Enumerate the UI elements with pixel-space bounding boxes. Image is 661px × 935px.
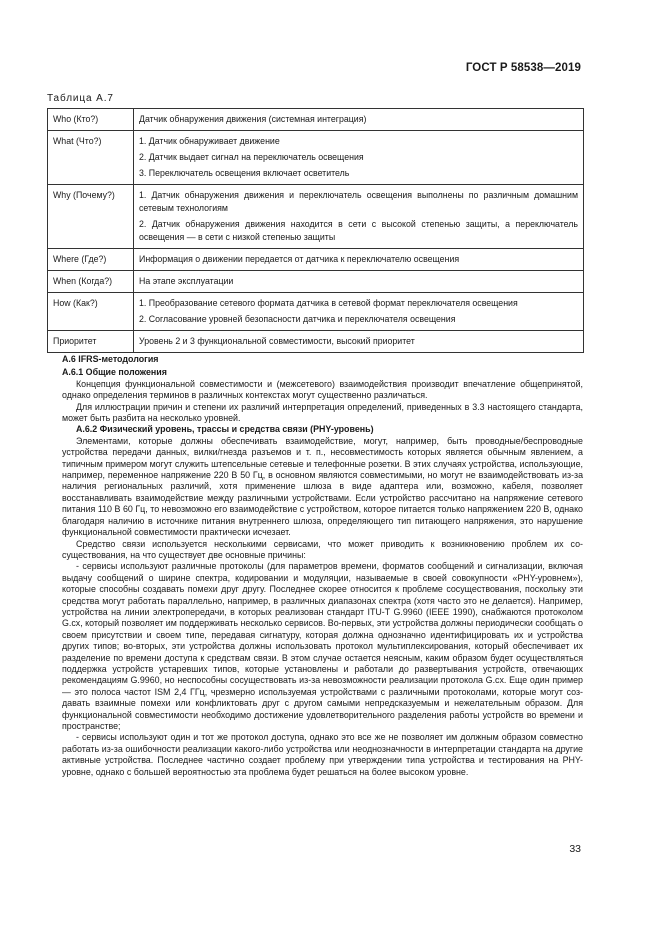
row-value <box>134 331 584 353</box>
row-value-line: 3. Переключатель освещения включает осветитель <box>139 168 350 178</box>
row-key: What (Что?) <box>48 131 134 185</box>
document-id: ГОСТ Р 58538—2019 <box>465 62 581 74</box>
row-value-line: Информация о движении передается от датчика к переключателю освещения <box>139 254 460 264</box>
subsection-title: А.6.2 Физический уровень, трассы и средства связи (PHY-уровень) <box>76 424 374 435</box>
row-value <box>134 249 584 271</box>
row-key: How (Как?) <box>48 293 134 331</box>
table-row <box>48 293 584 331</box>
row-value-line: 1. Датчик обнаруживает движение <box>139 136 280 146</box>
subsection-title: А.6.1 Общие положения <box>62 367 167 378</box>
table-row <box>48 131 584 185</box>
row-value <box>134 131 584 185</box>
row-value <box>134 293 584 331</box>
row-key: When (Когда?) <box>48 271 134 293</box>
row-value-line: На этапе эксплуатации <box>139 276 234 286</box>
list-item: - сервисы используют различные протоколы (для параметров времени, форматов сообщений и сигнализации, включая выдачу сообщений о ширине спектра, кодировании и модуляции, называемые в своей совокупности «PHY-уровнем»), которые способны создавать помехи друг другу. Последнее скорее относится к проблеме сосуществования, поскольку эти средства могут работать параллельно, например, в различных диапазонах спектра (хотя часто это не делается). Например, устройства на линии электропередачи, в которых реализован стандарт ITU-T G.9960 (IEEE 1990), снабжаются протоколом G.cx, который позволяет им поддерживать несколько сервисов. Во-первых, эти устройства должны периодически сообщать о своем присутствии и своем типе, передавая сигнатуру, которая должна однозначно идентифицировать их и устройства других типов; во-вторых, эти устройства должны использовать протокол мультиплексирования, который обеспечивает их разделение по времени доступа к средствам связи. В этом случае остается неясным, каким образом будет осуществляться поддержка устройств устаревших типов, которые установлены и работали до развертывания устройств, отвечающих рекомендациям G.9960, но неспособны сосуществовать из-за невозможности реализации протокола G.cx. Еще один пример — это полоса частот ISM 2,4 ГГц, чрезмерно используемая устройствами с различными протоколами, которые могут создавать взаимные помехи или конфликтовать друг с другом самыми непредсказуемым и нежелательным образом. Для функциональной совместимости необходимо достижение удовлетворительного разделения работы устройств во времени и пространстве; <box>62 561 583 731</box>
row-value-line: 1. Датчик обнаружения движения и переключатель освещения выполнены по различным домашним сетевым технологиям <box>139 190 578 213</box>
row-key: Who (Кто?) <box>48 109 134 131</box>
table-a7 <box>47 108 584 353</box>
row-value-line: 2. Датчик выдает сигнал на переключатель освещения <box>139 152 364 162</box>
section-title: А.6 IFRS-методология <box>62 354 159 364</box>
row-value-line: 2. Датчик обнаружения движения находится в сети с высокой степенью защиты, а переключатель освещения — в сети с низкой степенью защиты <box>139 219 578 242</box>
page-number: 33 <box>569 843 581 855</box>
row-key: Why (Почему?) <box>48 185 134 249</box>
table-row <box>48 185 584 249</box>
table-row <box>48 109 584 131</box>
list-item: - сервисы используют один и тот же протокол доступа, однако это все же не позволяет им должным образом совместно работать из-за ошибочности реализации какого-либо устройства или неоднозначности в интерпретации стандарта на другие активные устройства. Последнее частично создает проблему при утверждении типа устройства и тестирования на PHY-уровне, однако с большей вероятностью эта проблема будет решаться на более высоком уровне. <box>62 732 583 777</box>
table-caption: Таблица А.7 <box>47 93 114 104</box>
body-text <box>62 351 583 778</box>
table-row <box>48 331 584 353</box>
row-value-line: Датчик обнаружения движения (системная интеграция) <box>139 114 367 124</box>
row-key: Where (Где?) <box>48 249 134 271</box>
paragraph: Концепция функциональной совместимости и (межсетевого) взаимодействия производит впечатление общепринятой, однако определения терминов в различных контекстах могут существенно различаться. <box>62 378 583 401</box>
row-value-line: 1. Преобразование сетевого формата датчика в сетевой формат переключателя освещения <box>139 298 518 308</box>
table-row <box>48 271 584 293</box>
paragraph: Средство связи используется несколькими сервисами, что может приводить к возникновению проблем их сосуществования, на что существует две основные причины: <box>62 538 583 560</box>
table-row <box>48 249 584 271</box>
row-value <box>134 185 584 249</box>
paragraph: Элементами, которые должны обеспечивать взаимодействие, могут, например, быть проводные/беспроводные устройства передачи данных, вилки/гнезда разъемов и т. п., несовместимость которых является обычным явлением, а типичным примером могут служить штепсельные сетевые и телефонные розетки. В этих случаях устройства, использующие, например, переменное напряжение 220 В 50 Гц, в основном являются совместимыми, но могут не взаимодействовать из-за наличия региональных различий, хотя применение шлюза в виде адаптера или, возможно, кабеля, позволяет восстанавливать взаимодействие между различными устройствами. Если устройство рассчитано на напряжение сетевого питания 110 В 60 Гц, то невозможно его взаимодействие с устройством, которое питается только напряжением 220 В, однако благодаря наличию в источнике питания внутреннего шлюза, определяющего тип питающего напряжения, это нарушение функциональной совместимости практически исчезает. <box>62 435 583 538</box>
row-key: Приоритет <box>48 331 134 353</box>
row-value-line: Уровень 2 и 3 функциональной совместимости, высокий приоритет <box>139 336 415 346</box>
paragraph: Для иллюстрации причин и степени их различий интерпретация определений, приведенных в 3.3 настоящего стандарта, может быть разбита на несколько уровней. <box>62 401 583 424</box>
row-value <box>134 109 584 131</box>
row-value-line: 2. Согласование уровней безопасности датчика и переключателя освещения <box>139 314 456 324</box>
row-value <box>134 271 584 293</box>
